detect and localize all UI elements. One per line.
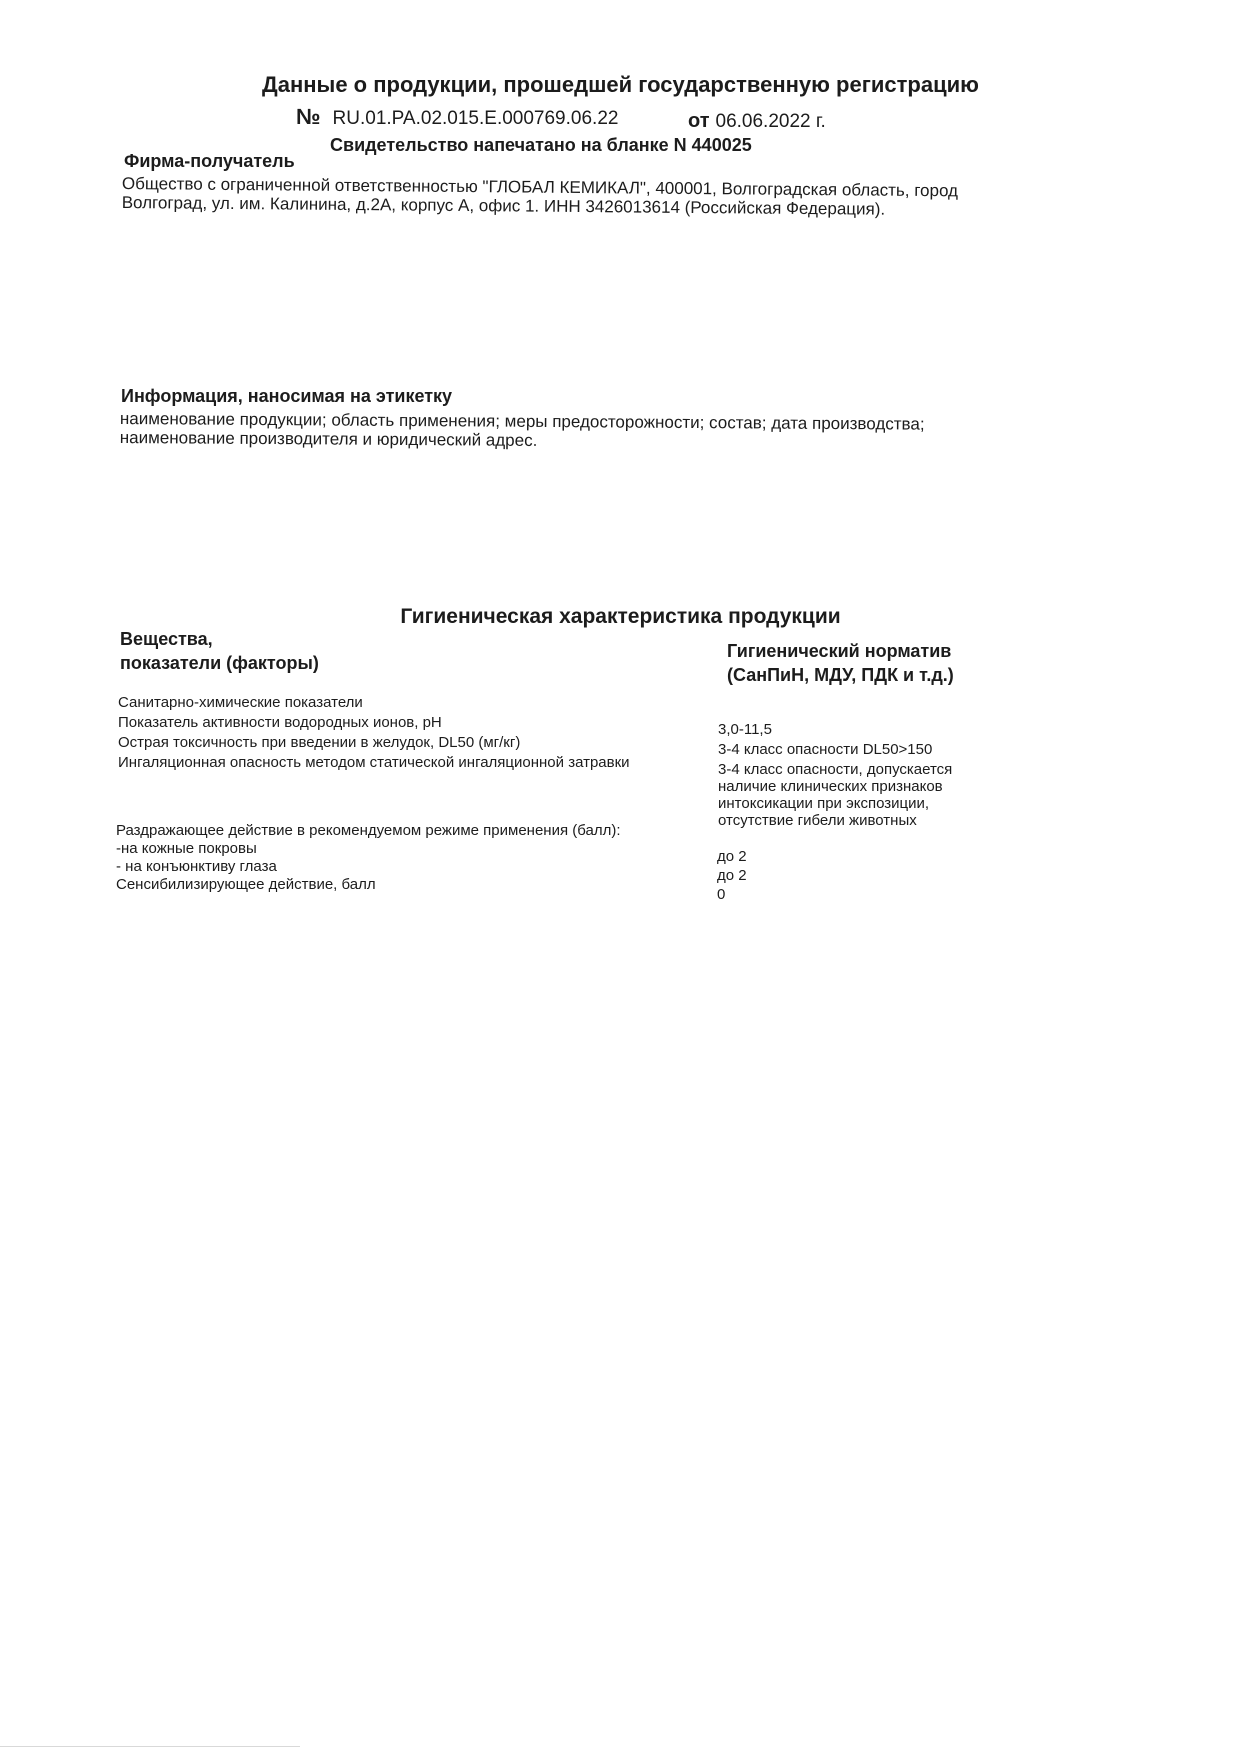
right-row-inhalation-4: отсутствие гибели животных [718, 812, 917, 829]
right-row-inhalation-2: наличие клинических признаков [718, 778, 943, 795]
label-info-line-2: наименование производителя и юридический адрес. [119, 427, 538, 450]
registration-date-value: 06.06.2022 г. [715, 111, 826, 132]
label-info-line-1: наименование продукции; область применения; меры предосторожности; состав; дата производства; [119, 409, 925, 434]
document-title: Данные о продукции, прошедшей государственную регистрацию [262, 72, 979, 97]
right-row-sensitization: 0 [717, 886, 726, 903]
registration-date [688, 110, 826, 133]
date-prefix: от [688, 110, 710, 132]
label-info-heading: Информация, наносимая на этикетку [121, 386, 453, 406]
right-row-ph: 3,0-11,5 [718, 721, 772, 738]
registration-number [296, 104, 618, 130]
scan-edge-line [0, 1746, 300, 1747]
recipient-line-2: Волгоград, ул. им. Калинина, д.2А, корпус А, офис 1. ИНН 3426013614 (Российская Федерация). [121, 192, 886, 219]
right-row-skin: до 2 [717, 848, 747, 865]
left-row-acute-toxicity: Острая токсичность при введении в желудок, DL50 (мг/кг) [118, 734, 521, 751]
right-row-acute-toxicity: 3-4 класс опасности DL50>150 [718, 741, 933, 758]
left-row-ph: Показатель активности водородных ионов, pH [118, 714, 442, 731]
label-info-text [120, 409, 1080, 454]
left-row-skin: -на кожные покровы [116, 840, 257, 857]
right-row-eye: до 2 [717, 867, 747, 884]
right-header-line-1: Гигиенический норматив [727, 641, 952, 661]
recipient-line-1: Общество с ограниченной ответственностью "ГЛОБАЛ КЕМИКАЛ", 400001, Волгоградская область, город [121, 174, 959, 201]
recipient-text [122, 174, 1082, 220]
left-row-sensitization: Сенсибилизирующее действие, балл [116, 876, 376, 893]
left-row-eye: - на конъюнктиву глаза [116, 858, 277, 875]
left-row-sanitary: Санитарно-химические показатели [118, 694, 363, 711]
hygiene-title: Гигиеническая характеристика продукции [400, 605, 841, 628]
left-column-header [120, 627, 319, 675]
registration-number-value: RU.01.PA.02.015.E.000769.06.22 [332, 108, 619, 129]
number-symbol: № [296, 104, 321, 129]
left-row-inhalation: Ингаляционная опасность методом статической ингаляционной затравки [118, 754, 630, 771]
right-row-inhalation-1: 3-4 класс опасности, допускается [718, 761, 953, 778]
left-header-line-2: показатели (факторы) [120, 653, 319, 673]
blank-number-line: Свидетельство напечатано на бланке N 440025 [330, 135, 752, 155]
left-header-line-1: Вещества, [120, 629, 213, 649]
right-column-header [727, 639, 954, 687]
right-header-line-2: (СанПиН, МДУ, ПДК и т.д.) [727, 665, 954, 685]
recipient-heading: Фирма-получатель [124, 151, 295, 171]
left-row-irritation: Раздражающее действие в рекомендуемом режиме применения (балл): [116, 822, 621, 839]
right-row-inhalation-3: интоксикации при экспозиции, [718, 795, 930, 812]
